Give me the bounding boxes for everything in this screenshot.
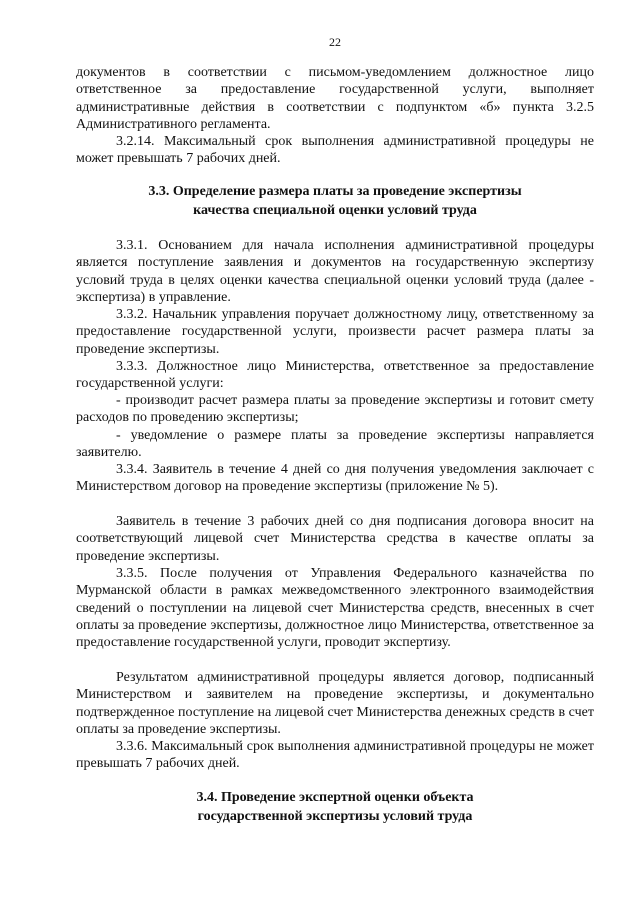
paragraph-3-3-4: 3.3.4. Заявитель в течение 4 дней со дня получения уведомления заключает с Министерством договор на проведение экспертизы (приложение № 5). — [76, 462, 594, 495]
paragraph-3-2-14: 3.2.14. Максимальный срок выполнения административной процедуры не может превышать 7 рабочих дней. — [76, 134, 594, 167]
list-item-notification: - уведомление о размере платы за проведение экспертизы направляется заявителю. — [76, 428, 594, 461]
paragraph-3-3-1: 3.3.1. Основанием для начала исполнения административной процедуры является поступление заявления и документов на государственную экспертизу условий труда в целях оценки качества специальной оценки условий труда (далее - экспертиза) в управление. — [76, 238, 594, 305]
paragraph-result: Результатом административной процедуры является договор, подписанный Министерством и заявителем на проведение экспертизы, и документально подтвержденное поступление на лицевой счет Министерства денежных средств в счет оплаты за проведение экспертизы. — [76, 670, 594, 737]
section-heading-3-4-line2: государственной экспертизы условий труда — [197, 809, 473, 824]
paragraph-3-3-3: 3.3.3. Должностное лицо Министерства, ответственное за предоставление государственной услуги: — [76, 359, 594, 392]
section-heading-3-3-line2: качества специальной оценки условий труда — [193, 203, 477, 218]
section-heading-3-4 — [76, 788, 594, 826]
paragraph-payment: Заявитель в течение 3 рабочих дней со дня подписания договора вносит на соответствующий лицевой счет Министерства средства в качестве оплаты за проведение экспертизы. — [76, 514, 594, 564]
paragraph-continuation: документов в соответствии с письмом-уведомлением должностное лицо ответственное за предоставление государственной услуги, выполняет административные действия в соответствии с подпунктом «б» пункта 3.2.5 Административного регламента. — [76, 65, 594, 132]
section-heading-3-3-line1: 3.3. Определение размера платы за проведение экспертизы — [148, 184, 522, 199]
paragraph-3-3-6: 3.3.6. Максимальный срок выполнения административной процедуры не может превышать 7 рабочих дней. — [76, 739, 594, 772]
section-heading-3-4-line1: 3.4. Проведение экспертной оценки объекта — [196, 790, 474, 805]
section-heading-3-3 — [76, 182, 594, 220]
paragraph-3-3-5: 3.3.5. После получения от Управления Федерального казначейства по Мурманской области в рамках межведомственного электронного взаимодействия сведений о поступлении на лицевой счет Министерства средств, внесенных в счет оплаты за проведение экспертизы, должностное лицо Министерства, ответственное за предоставление государственной услуги, проводит экспертизу. — [76, 566, 594, 651]
list-item-calculation: - производит расчет размера платы за проведение экспертизы и готовит смету расходов по проведению экспертизы; — [76, 393, 594, 426]
paragraph-3-3-2: 3.3.2. Начальник управления поручает должностному лицу, ответственному за предоставление государственной услуги, произвести расчет размера платы за проведение экспертизы. — [76, 307, 594, 357]
page-number: 22 — [329, 35, 341, 49]
